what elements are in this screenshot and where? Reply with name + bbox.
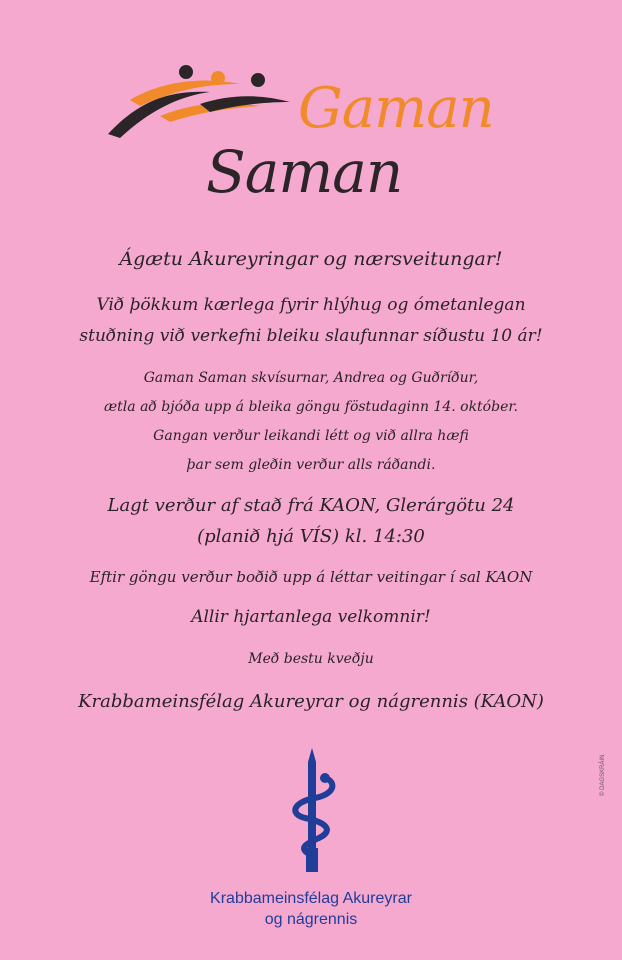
thanks-paragraph: [0, 290, 622, 352]
logo-word-gaman: Gaman: [298, 76, 494, 141]
invite-line: þar sem gleðin verður alls ráðandi.: [186, 457, 436, 473]
organization-name-line1: Krabbameinsfélag Akureyrar: [210, 890, 412, 907]
signature-text: Krabbameinsfélag Akureyrar og nágrennis (KAON): [78, 691, 544, 712]
departure-line: Lagt verður af stað frá KAON, Glerárgötu 24: [107, 495, 515, 516]
greeting: Ágætu Akureyringar og nærsveitungar!: [119, 248, 503, 270]
runners-icon: [100, 60, 300, 150]
invite-paragraph: [0, 364, 622, 480]
thanks-line: stuðning við verkefni bleiku slaufunnar síðustu 10 ár!: [79, 326, 543, 346]
welcome-text: Allir hjartanlega velkomnir!: [191, 607, 431, 627]
departure-paragraph: [0, 490, 622, 552]
after-walk-text: Eftir göngu verður boðið upp á léttar veitingar í sal KAON: [89, 568, 533, 586]
gaman-saman-logo: [100, 60, 520, 210]
thanks-line: Við þökkum kærlega fyrir hlýhug og ómetanlegan: [96, 295, 526, 315]
regards-text: Með bestu kveðju: [248, 651, 374, 667]
invite-line: Gaman Saman skvísurnar, Andrea og Guðríður,: [143, 370, 479, 386]
invite-line: ætla að bjóða upp á bleika göngu föstudaginn 14. október.: [104, 399, 518, 415]
caduceus-emblem-icon: [285, 748, 339, 878]
logo-word-saman: Saman: [206, 138, 403, 206]
invite-line: Gangan verður leikandi létt og við allra hæfi: [153, 428, 469, 444]
photo-credit: © DAGSKRÁIN: [600, 754, 606, 796]
departure-line: (planið hjá VÍS) kl. 14:30: [197, 526, 425, 547]
organization-name-line2: og nágrennis: [264, 911, 358, 928]
